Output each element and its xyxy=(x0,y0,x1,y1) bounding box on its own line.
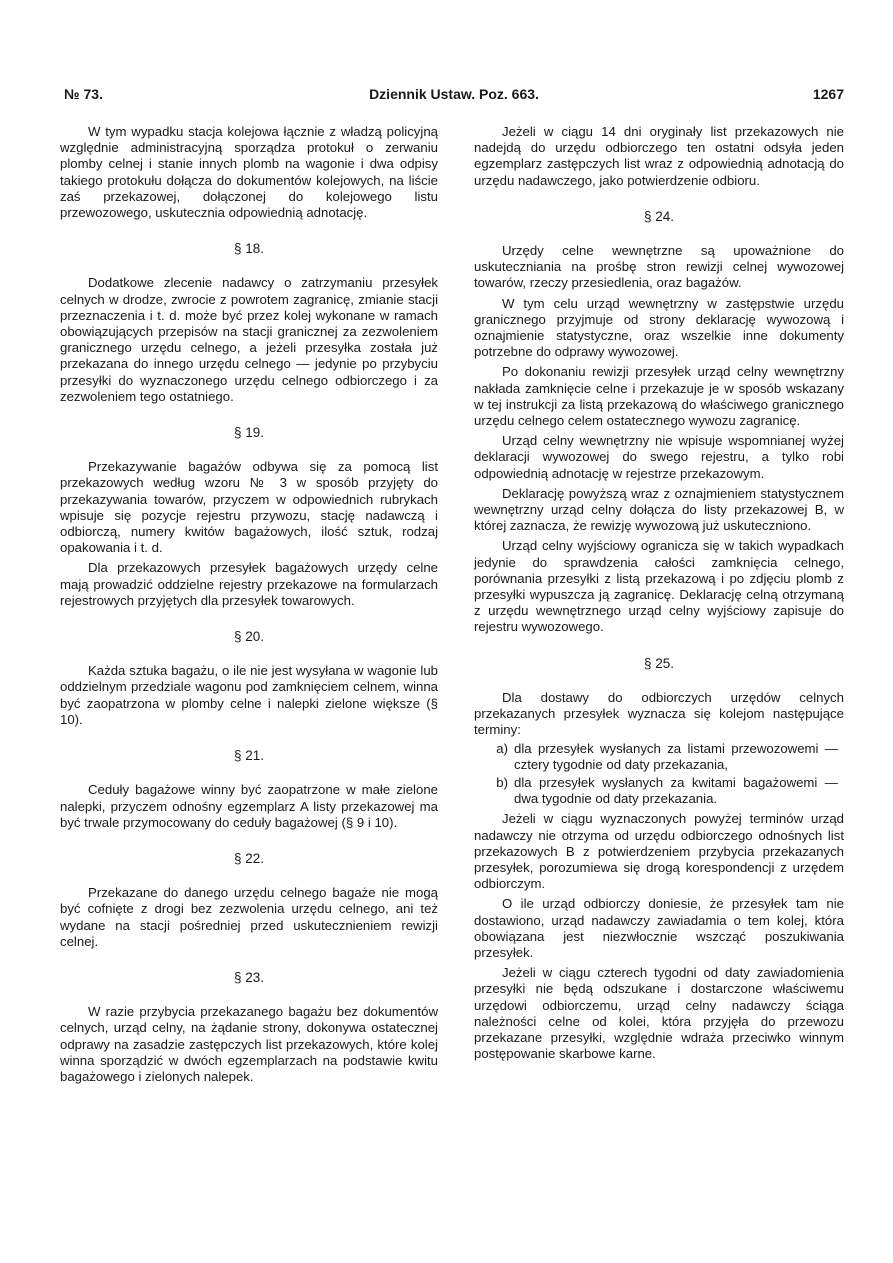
paragraph: Jeżeli w ciągu wyznaczonych powyżej terminów urząd nadawczy nie otrzyma od urzędu odbiorczego odnośnych list przekazowych B z potwierdzeniem przybycia przekazanych przesyłek, porozumiewa się drogą korespondencji z urzędem odbiorczym. xyxy=(474,811,844,892)
journal-title: Dziennik Ustaw. Poz. 663. xyxy=(369,86,539,102)
paragraph: Ceduły bagażowe winny być zaopatrzone w małe zielone nalepki, przyczem odnośny egzemplarz A listy przekazowej ma być trwale przymocowany do ceduły bagażowej (§ 9 i 10). xyxy=(60,782,438,830)
paragraph: Urząd celny wyjściowy ogranicza się w takich wypadkach jedynie do sprawdzenia całości zamknięcia celnego, porównania przesyłki z listą przekazową i po zdjęciu plomb z przesyłki wypuszcza ją zagranicę. Deklarację celną otrzymaną z urzędu wewnętrznego urząd celny wyjściowy zapisuje do rejestru wywozowego. xyxy=(474,538,844,635)
paragraph: Deklarację powyższą wraz z oznajmieniem statystycznem wewnętrzny urząd celny dołącza do listy przekazowej B, w której zaznacza, że rewizję wywozową już uskuteczniono. xyxy=(474,485,844,534)
paragraph: W tym celu urząd wewnętrzny w zastępstwie urzędu granicznego przyjmuje od strony deklarację wywozową i oznajmienie statystyczne, oraz wszelkie inne dokumenty potrzebne do odprawy wywozowej. xyxy=(474,295,844,360)
paragraph: O ile urząd odbiorczy doniesie, że przesyłek tam nie dostawiono, urząd nadawczy zawiadamia o tem kolej, która obowiązana jest niezwłocznie wszcząć poszukiwania przesyłek. xyxy=(474,896,844,960)
list-item-text: dla przesyłek wysłanych za listami przewozowemi — cztery tygodnie od daty przekazania, xyxy=(514,740,838,772)
list-item-text: dla przesyłek wysłanych za kwitami bagażowemi — dwa tygodnie od daty przekazania. xyxy=(514,774,838,807)
section-heading: § 22. xyxy=(233,850,265,866)
paragraph: Jeżeli w ciągu czterech tygodni od daty zawiadomienia przesyłki nie będą odszukane i dostarczone właściwemu urzędowi odbiorczemu, urząd celny nadawczy ściąga należności celne od kolei, która przyjęła do przewozu przekazane przesyłki, względnie wdraża przeciwko winnym postępowanie skarbowe karne. xyxy=(474,965,844,1062)
section-heading: § 19. xyxy=(233,425,265,441)
list-item-label: a) xyxy=(496,740,508,756)
section-heading: § 25. xyxy=(643,655,675,671)
left-column xyxy=(60,124,438,1085)
issue-number: № 73. xyxy=(64,86,103,102)
paragraph: Dodatkowe zlecenie nadawcy o zatrzymaniu przesyłek celnych w drodze, zwrocie z powrotem zagranicę, zmianie stacji przeznaczenia i t. d. może być przez kolej wykonane w ramach obowiązujących przepisów na stacji granicznej za zezwoleniem granicznego urzędu celnego, a jeżeli przesyłka została już przekazana do innego urzędu celnego — jedynie po przybyciu przesyłki do wyznaczonego urzędu celnego odbiorczego i za zezwoleniem tego ostatniego. xyxy=(60,275,438,404)
section-heading: § 21. xyxy=(233,748,265,764)
paragraph: W tym wypadku stacja kolejowa łącznie z władzą policyjną względnie administracyjną sporządza protokuł o zerwaniu plomby celnej i stanie innych plomb na wagonie i dwa odpisy takiego protokułu dołącza do dokumentów kolejowych, na liście zaś przekazowej, dołączonej do kolejowego listu przewozowego, uskutecznia odpowiednią adnotację. xyxy=(60,124,438,221)
paragraph: Jeżeli w ciągu 14 dni oryginały list przekazowych nie nadejdą do urzędu odbiorczego ten ostatni odsyła jeden egzemplarz zastępczych list wraz z odpowiednią adnotacją do urzędu nadawczego, jako potwierdzenie odbioru. xyxy=(474,124,844,188)
section-heading: § 20. xyxy=(233,629,265,645)
section-heading: § 18. xyxy=(233,241,265,257)
paragraph: Przekazywanie bagażów odbywa się za pomocą list przekazowych według wzoru № 3 w sposób przyjęty do przekazywania towarów, przyczem w odpowiednich rubrykach wpisuje się pozycje rejestru przywozu, stację nadawczą i odbiorczą, numery kwitów bagażowych, ilość sztuk, rodzaj opakowania i t. d. xyxy=(60,459,438,556)
paragraph: Urząd celny wewnętrzny nie wpisuje wspomnianej wyżej deklaracji wywozowej do swego rejestru, a tylko robi odpowiednią adnotację w rejestrze przekazowym. xyxy=(474,433,844,481)
paragraph: Po dokonaniu rewizji przesyłek urząd celny wewnętrzny nakłada zamknięcie celne i przekazuje je w sposób wskazany w tej instrukcji za listą przekazową do właściwego granicznego urzędu celnego celem ostatecznego wywozu zagranicę. xyxy=(474,364,844,429)
list-item-label: b) xyxy=(496,774,508,790)
paragraph: W razie przybycia przekazanego bagażu bez dokumentów celnych, urząd celny, na żądanie strony, dokonywa ostatecznej odprawy na zasadzie zastępczych list przekazowych, które kolej winna sporządzić w dwóch egzemplarzach na podstawie kwitu bagażowego i zielonych nalepek. xyxy=(60,1004,438,1084)
page-number: 1267 xyxy=(812,86,844,102)
paragraph: Urzędy celne wewnętrzne są upoważnione do uskuteczniania na prośbę stron rewizji celnej wywozowej towarów, rzeczy przesiedlenia, oraz bagażów. xyxy=(474,243,844,291)
paragraph: Przekazane do danego urzędu celnego bagaże nie mogą być cofnięte z drogi bez zezwolenia urzędu celnego, ani też wydane na stacji pośredniej przed uskutecznieniem rewizji celnej. xyxy=(60,885,438,949)
paragraph: Dla dostawy do odbiorczych urzędów celnych przekazanych przesyłek wyznacza się kolejom następujące terminy: xyxy=(474,689,844,738)
right-column xyxy=(474,124,844,1062)
page-header xyxy=(64,86,844,108)
section-heading: § 24. xyxy=(643,208,675,224)
section-heading: § 23. xyxy=(233,969,265,985)
list-item xyxy=(474,741,844,773)
paragraph: Dla przekazowych przesyłek bagażowych urzędy celne mają prowadzić oddzielne rejestry przekazowe na formularzach rejestrowych przyjętych dla przesyłek towarowych. xyxy=(60,560,438,608)
list-item xyxy=(474,775,844,807)
paragraph: Każda sztuka bagażu, o ile nie jest wysyłana w wagonie lub oddzielnym przedziale wagonu pod zamknięciem celnem, winna być zaopatrzona w plomby celne i nalepki zielone większe (§ 10). xyxy=(60,663,438,727)
